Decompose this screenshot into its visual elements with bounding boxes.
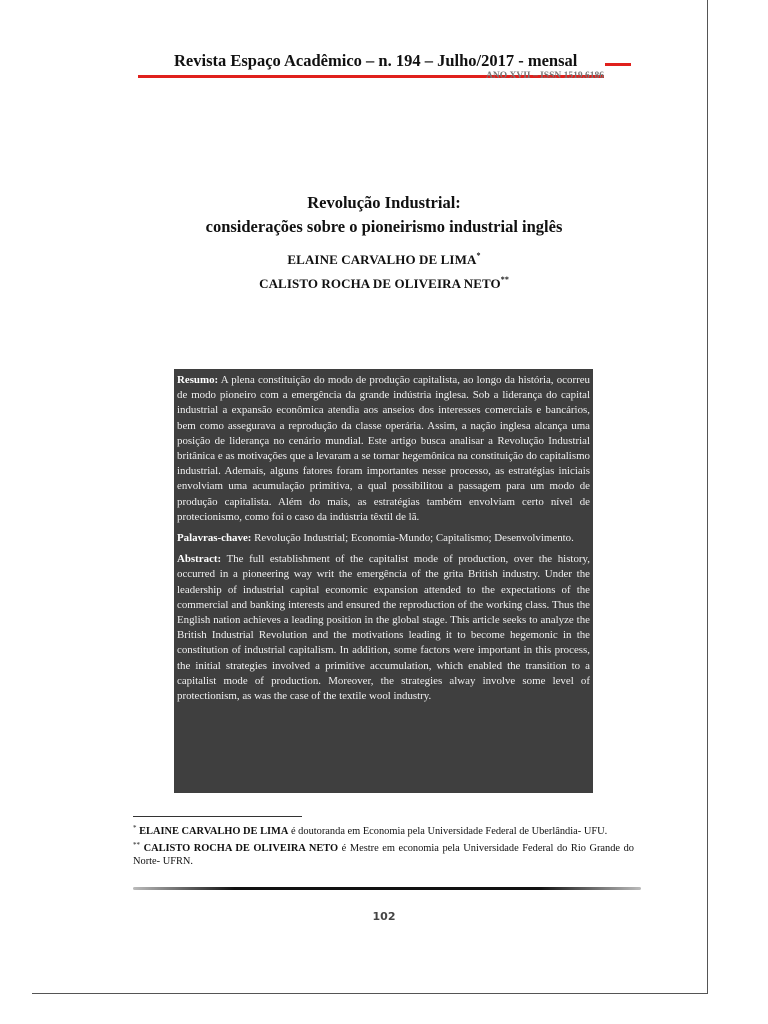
author-1 bbox=[0, 251, 768, 268]
abstract-label: Abstract: bbox=[177, 553, 222, 566]
footnote-2-text: é Mestre em economia pela Universidade Federal do Rio Grande do Norte- UFRN. bbox=[133, 842, 634, 868]
footnote-1-name: ELAINE CARVALHO DE LIMA bbox=[139, 826, 289, 837]
footnote-2-mark: ** bbox=[133, 840, 140, 849]
abstract-paragraph bbox=[177, 552, 590, 704]
resumo-label: Resumo: bbox=[177, 374, 219, 386]
author-1-footnote-mark: * bbox=[476, 251, 481, 260]
resumo-text: A plena constituição do modo de produção capitalista, ao longo da história, ocorreu de modo pioneiro com a emergência da grande indústria inglesa. Sob a liderança do capital industrial a expansão econômica atendia aos anseios dos interesses comerciais e bancários, bem como assegurava a reprodução da classe operária. Assim, a nação inglesa alcança uma posição de liderança no cenário mundial. Este artigo busca analisar a Revolução Industrial britânica e as motivações que a levaram a se tornar hegemônica na constituição do capitalismo industrial. Ademais, alguns fatores foram importantes nesse processo, as estratégias iniciais envolviam uma acumulação primitiva, a qual possibilitou a passagem para um modo de produção capitalista. Além do mais, as estratégias também envolviam certo nível de protecionismo, como foi o caso da indústria têxtil de lã. bbox=[177, 374, 590, 523]
footer-decorative-rule bbox=[133, 887, 641, 890]
author-2-footnote-mark: ** bbox=[500, 275, 509, 284]
author-1-name: ELAINE CARVALHO DE LIMA bbox=[287, 252, 477, 267]
journal-issn: ANO XVII – ISSN 1519.6186 bbox=[486, 71, 604, 81]
journal-header-title: Revista Espaço Acadêmico – n. 194 – Julho/2017 - mensal bbox=[174, 51, 578, 70]
page-number: 102 bbox=[372, 910, 396, 923]
author-2-name: CALISTO ROCHA DE OLIVEIRA NETO bbox=[259, 276, 501, 291]
abstract-box bbox=[174, 369, 593, 793]
keywords-label: Palavras-chave: bbox=[177, 532, 252, 545]
page-edge-bottom bbox=[32, 993, 708, 994]
footnote-1-text: é doutoranda em Economia pela Universidade Federal de Uberlândia- UFU. bbox=[288, 826, 608, 837]
author-2 bbox=[0, 275, 768, 292]
header-accent-rule-short bbox=[605, 63, 631, 66]
article-title-line2: considerações sobre o pioneirismo industrial inglês bbox=[205, 217, 563, 236]
article-title-line1: Revolução Industrial: bbox=[307, 193, 461, 212]
footnote-1 bbox=[133, 822, 634, 839]
page-edge-right bbox=[707, 0, 708, 993]
footnotes bbox=[133, 822, 634, 869]
footnote-2-name: CALISTO ROCHA DE OLIVEIRA NETO bbox=[143, 842, 339, 854]
keywords-paragraph bbox=[177, 531, 590, 546]
footnote-2 bbox=[133, 839, 634, 869]
abstract-text: The full establishment of the capitalist mode of production, over the history, occurred in a pioneering way writ the emergência of the grita British industry. Under the leadership of industrial capital economic expansion attended to the expectations of the commercial and banking interests and ensured the reproduction of the working class. Thus the English nation achieves a leading position in the global stage. This article seeks to analyze the British Industrial Revolution and the motivations leading it to become hegemonic in the constitution of industrial capitalism. In addition, some factors were important in this process, the initial strategies involved a primitive accumulation, which enabled the transition to a capitalist mode of production. Moreover, the strategies alway involve some level of protectionism, as was the case of the textile wool industry. bbox=[177, 553, 590, 703]
footnote-separator bbox=[133, 816, 302, 817]
footnote-1-mark: * bbox=[133, 824, 137, 832]
resumo-paragraph bbox=[177, 373, 590, 525]
keywords-text: Revolução Industrial; Economia-Mundo; Capitalismo; Desenvolvimento. bbox=[251, 532, 574, 545]
